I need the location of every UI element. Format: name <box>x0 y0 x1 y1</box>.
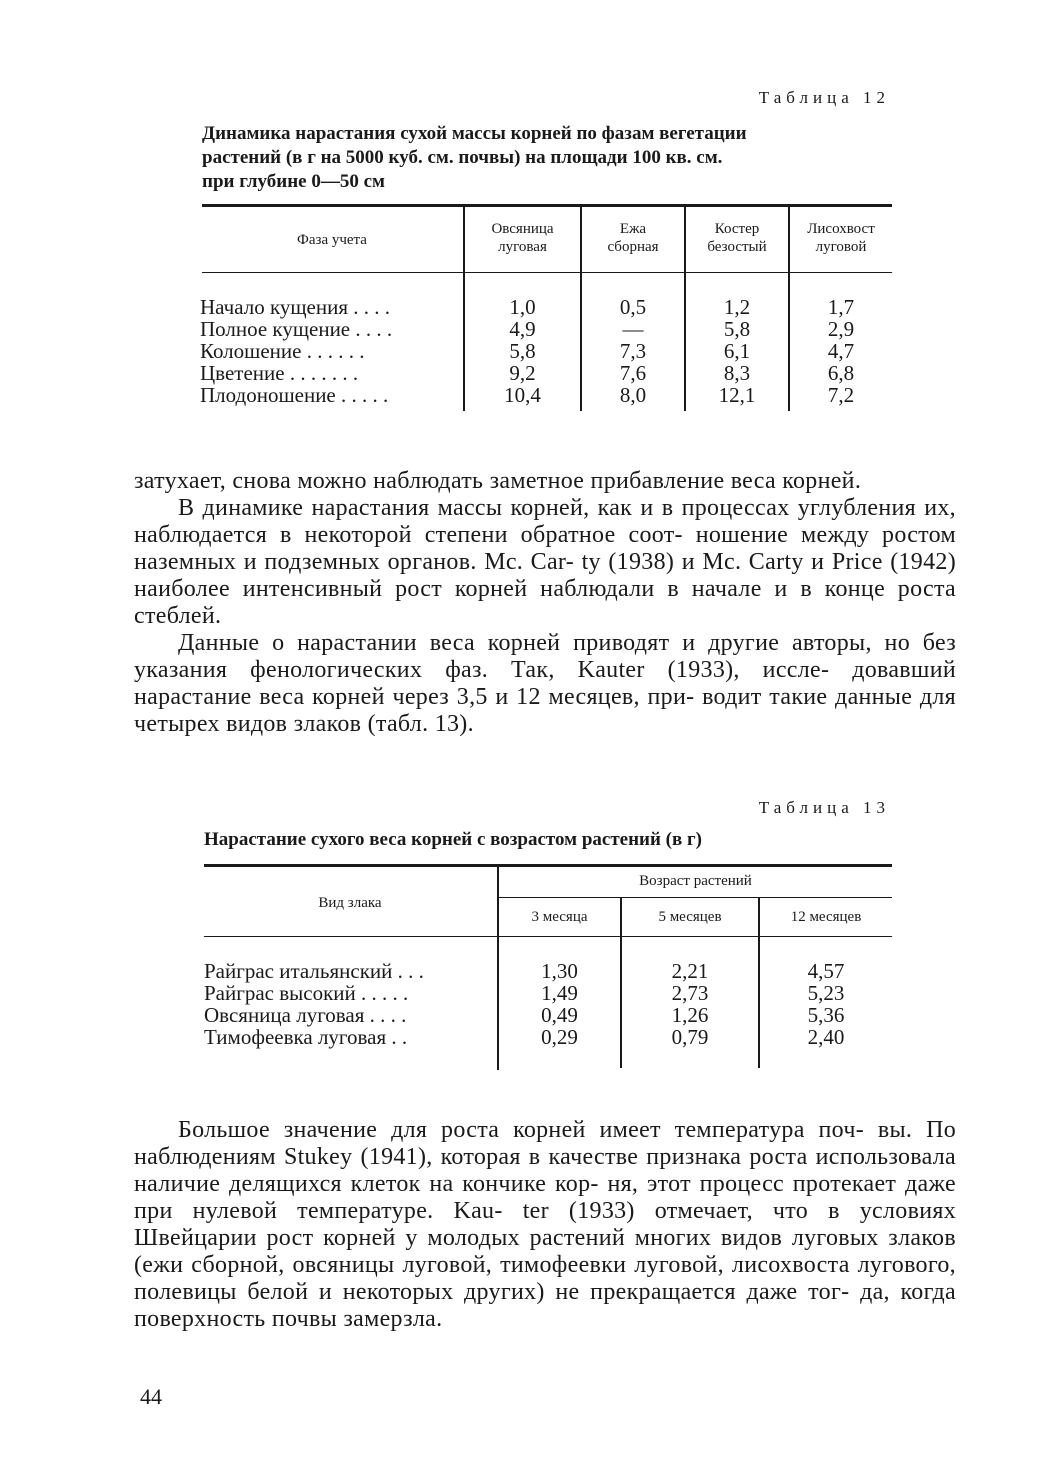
text-line: довавший нарастание веса корней через 3,5 и 12 месяцев, при- <box>134 657 956 710</box>
text-line: полевицы белой и некоторых других) не прекращается даже тог- <box>134 1279 850 1305</box>
text-line: роста использовала наличие делящихся клеток на кончике кор- <box>134 1144 956 1197</box>
table12-col3-values <box>686 296 788 406</box>
table13-species-cell: Тимофеевка луговая . . <box>204 1025 408 1049</box>
table13-species-cell: Райграс итальянский . . . <box>204 959 424 983</box>
table12-cell: 7,2 <box>827 383 855 407</box>
table13-header-col3: 12 месяцев <box>790 909 862 925</box>
table13-cell: 1,30 <box>541 959 578 983</box>
table13-cell: 2,21 <box>671 959 709 983</box>
text-line: В динамике нарастания массы корней, как и в процессах <box>178 495 790 521</box>
text-line: ter (1933) отмечает, что в условиях Швейцарии рост корней у <box>134 1198 956 1251</box>
table13-cell: 0,49 <box>541 1003 578 1027</box>
table12-title <box>202 122 902 194</box>
table12-header-phase: Фаза учета <box>297 232 367 248</box>
table12-header-col1 <box>465 220 580 256</box>
table12-cell: 1,0 <box>509 295 536 319</box>
table12-cell: 1,7 <box>827 295 855 319</box>
table12-label: Таблица 12 <box>758 88 890 107</box>
table12-cell: 4,7 <box>827 339 855 363</box>
text-line: углубления их, наблюдается в некоторой степени обратное соот- <box>134 495 956 548</box>
table13-header-species: Вид злака <box>318 895 382 911</box>
text-line: корней. <box>782 468 862 494</box>
table12-phase-cell: Цветение . . . . . . . <box>200 361 359 385</box>
table12-cell: 7,6 <box>619 361 647 385</box>
page-number: 44 <box>140 1384 162 1409</box>
table13-cell: 1,26 <box>671 1003 709 1027</box>
table12-phase-cell: Начало кущения . . . . <box>200 295 390 319</box>
text-line: Данные о нарастании веса корней приводят и другие авторы, <box>178 630 872 656</box>
table13-species-cell: Овсяница луговая . . . . <box>204 1003 407 1027</box>
header-text: луговая <box>498 239 547 255</box>
table13-species-column <box>204 960 496 1048</box>
table12-phase-cell: Колошение . . . . . . <box>200 339 365 363</box>
table13-cell: 0,79 <box>671 1025 709 1049</box>
text-line: затухает, снова можно наблюдать заметное прибавление веса <box>134 468 776 494</box>
table13-header-col2: 5 месяцев <box>658 909 722 925</box>
header-text: сборная <box>607 239 659 255</box>
table13-header-group: Возраст растений <box>639 873 752 889</box>
table13-top-rule <box>204 864 892 867</box>
table12-cell: — <box>622 317 644 341</box>
paragraph <box>134 630 956 738</box>
table13-cell: 4,57 <box>807 959 845 983</box>
table12-header-col3 <box>686 220 788 256</box>
table13-col2-values <box>622 960 758 1048</box>
text-line: овсяницы луговой, тимофеевки луговой, лисохвоста лугового, <box>292 1252 956 1278</box>
header-text: Овсяница <box>491 221 554 237</box>
table12-cell: 5,8 <box>509 339 536 363</box>
body-text-2 <box>134 1117 956 1333</box>
table13-title: Нарастание сухого веса корней с возрастом растений (в г) <box>204 829 702 850</box>
table12-cell: 4,9 <box>509 317 536 341</box>
paragraph <box>134 495 956 630</box>
text-line: но без указания фенологических фаз. Так, Kauter (1933), иссле- <box>134 630 956 683</box>
table12-title-line: при глубине 0—50 см <box>202 171 385 192</box>
table12-cell: 12,1 <box>718 383 756 407</box>
text-line: водит такие данные для четырех видов злаков (табл. 13). <box>134 684 956 737</box>
paragraph <box>134 1117 956 1333</box>
table12-phase-cell: Плодоношение . . . . . <box>200 383 389 407</box>
table13-cell: 5,23 <box>807 981 845 1005</box>
header-text: безостый <box>707 239 767 255</box>
table13-header-rule <box>204 936 892 937</box>
table12-cell: 8,3 <box>723 361 751 385</box>
table12-header-col4 <box>790 220 892 256</box>
table12-header-col2 <box>582 220 684 256</box>
text-line: да, когда поверхность почвы замерзла. <box>134 1279 956 1332</box>
table12-col4-values <box>790 296 892 406</box>
table12-cell: 5,8 <box>723 317 751 341</box>
table12-cell: 9,2 <box>509 361 536 385</box>
table12-cell: 7,3 <box>619 339 647 363</box>
header-text: Костер <box>714 221 760 237</box>
table12-cell: 10,4 <box>504 383 541 407</box>
table12-cell: 0,5 <box>619 295 647 319</box>
table12-cell: 6,1 <box>723 339 751 363</box>
table12-cell: 2,9 <box>827 317 855 341</box>
table13-col3-values <box>760 960 892 1048</box>
text-line: Большое значение для роста корней имеет температура поч- <box>178 1117 864 1143</box>
text-line: ty (1938) и Mc. Carty и Price (1942) наиболее интенсивный рост <box>134 549 956 602</box>
table12-phase-cell: Полное кущение . . . . <box>200 317 393 341</box>
table13-cell: 1,49 <box>541 981 578 1005</box>
table13-col1-values <box>499 960 620 1048</box>
header-text: луговой <box>815 239 867 255</box>
paragraph <box>134 468 956 495</box>
table13-species-cell: Райграс высокий . . . . . <box>204 981 409 1005</box>
text-line: ня, этот процесс протекает даже при нулевой температуре. Kau- <box>134 1171 956 1224</box>
table13-label: Таблица 13 <box>758 798 890 817</box>
table13-cell: 2,40 <box>807 1025 845 1049</box>
table12-cell: 1,2 <box>723 295 751 319</box>
table12-col2-values <box>582 296 684 406</box>
header-text: Ежа <box>619 221 647 237</box>
text-line: корней наблюдали в начале и в конце роста стеблей. <box>134 576 956 629</box>
table12-cell: 6,8 <box>827 361 855 385</box>
text-line: вы. По наблюдениям Stukey (1941), которая в качестве признака <box>134 1117 956 1170</box>
table12-phase-column <box>200 296 462 406</box>
header-text: Лисохвост <box>807 221 875 237</box>
table13-header-col1: 3 месяца <box>531 909 588 925</box>
text-line: ношение между ростом наземных и подземных органов. Mc. Car- <box>134 522 956 575</box>
body-text-1 <box>134 468 956 738</box>
table12-title-line: Динамика нарастания сухой массы корней по фазам вегетации <box>202 123 747 144</box>
table13-group-rule <box>499 897 892 898</box>
table12-cell: 8,0 <box>619 383 647 407</box>
table13-cell: 5,36 <box>807 1003 845 1027</box>
table12-title-line: растений (в г на 5000 куб. см. почвы) на площади 100 кв. см. <box>202 147 723 168</box>
text-line: молодых растений многих видов луговых злаков (ежи сборной, <box>134 1225 956 1278</box>
table13-cell: 2,73 <box>671 981 709 1005</box>
table12-col1-values <box>465 296 580 406</box>
table13-cell: 0,29 <box>541 1025 578 1049</box>
